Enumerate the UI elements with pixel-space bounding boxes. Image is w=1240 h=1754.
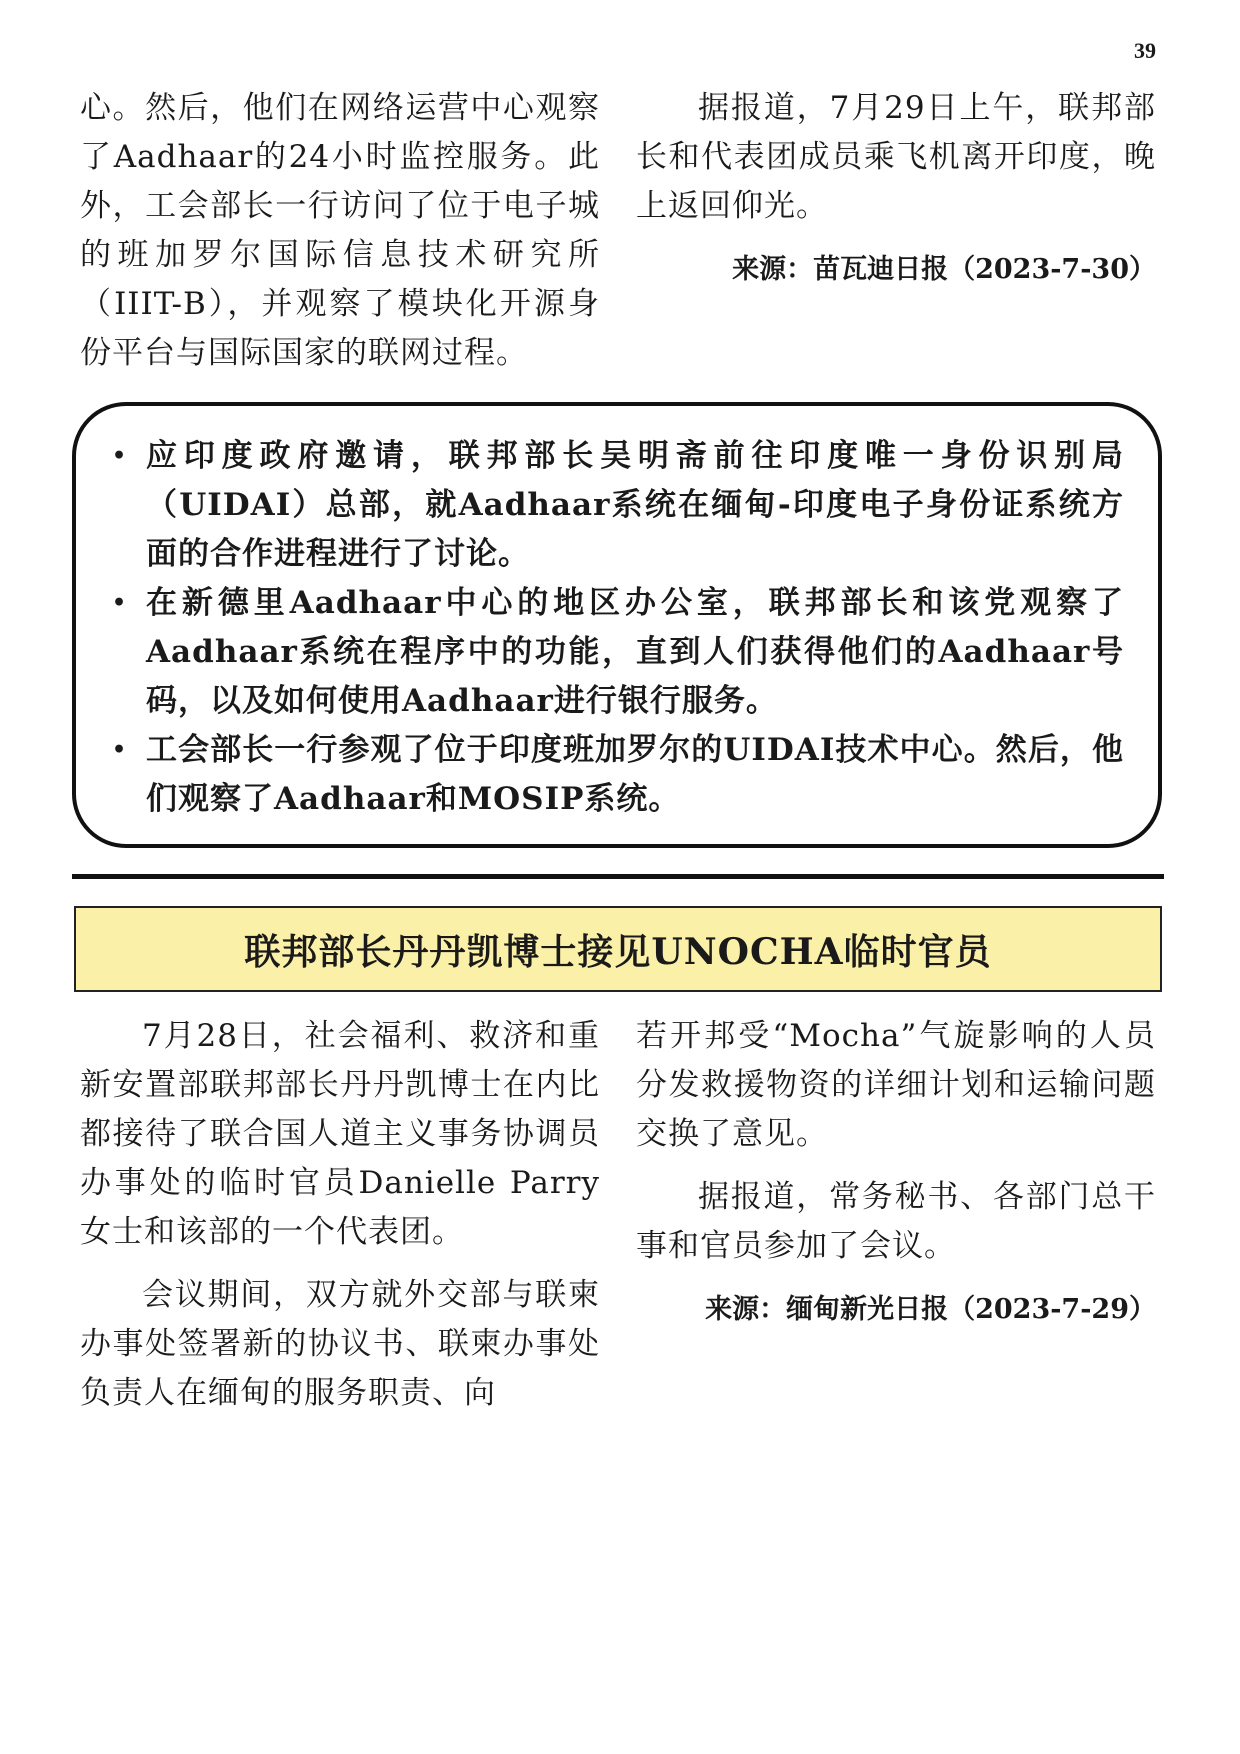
article1-right-paragraph: 据报道，7月29日上午，联邦部长和代表团成员乘飞机离开印度，晚上返回仰光。 <box>636 90 1156 224</box>
article2-paragraph: 若开邦受“Mocha”气旋影响的人员分发救援物资的详细计划和运输问题交换了意见。 <box>636 1018 1156 1152</box>
article1-left-column <box>80 84 600 392</box>
article1-left-paragraph: 心。然后，他们在网络运营中心观察了Aadhaar的24小时监控服务。此外，工会部长一行访问了位于电子城的班加罗尔国际信息技术研究所（IIIT-B），并观察了模块化开源身份平台与国际国家的联网过程。 <box>80 90 600 371</box>
highlights-box <box>72 402 1162 848</box>
bullet-icon: • <box>112 443 128 469</box>
bullet-icon: • <box>112 590 128 616</box>
highlight-text: 工会部长一行参观了位于印度班加罗尔的UIDAI技术中心。然后，他们观察了Aadhaar和MOSIP系统。 <box>146 732 1124 817</box>
highlights-list <box>104 432 1124 824</box>
article2-title-banner <box>74 906 1162 992</box>
article2-paragraph: 会议期间，双方就外交部与联柬办事处签署新的协议书、联柬办事处负责人在缅甸的服务职责、向 <box>80 1277 600 1411</box>
article2-title: 联邦部长丹丹凯博士接见UNOCHA临时官员 <box>244 930 992 973</box>
article1-source: 来源：苗瓦迪日报（2023-7-30） <box>732 254 1156 285</box>
section-divider <box>72 874 1164 879</box>
page-number: 39 <box>1134 38 1156 63</box>
bullet-icon: • <box>112 737 128 763</box>
article2-paragraph: 7月28日，社会福利、救济和重新安置部联邦部长丹丹凯博士在内比都接待了联合国人道主义事务协调员办事处的临时官员Danielle Parry女士和该部的一个代表团。 <box>80 1018 600 1250</box>
highlight-text: 在新德里Aadhaar中心的地区办公室，联邦部长和该党观察了Aadhaar系统在程序中的功能，直到人们获得他们的Aadhaar号码，以及如何使用Aadhaar进行银行服务。 <box>146 585 1124 719</box>
highlight-text: 应印度政府邀请，联邦部长吴明斋前往印度唯一身份识别局（UIDAI）总部，就Aadhaar系统在缅甸-印度电子身份证系统方面的合作进程进行了讨论。 <box>146 438 1124 572</box>
article1-right-column <box>636 84 1156 294</box>
article2-left-column <box>80 1012 600 1432</box>
highlight-item <box>104 432 1124 579</box>
highlight-item <box>104 726 1124 824</box>
article2-source: 来源：缅甸新光日报（2023-7-29） <box>705 1294 1156 1325</box>
article2-paragraph: 据报道，常务秘书、各部门总干事和官员参加了会议。 <box>636 1179 1156 1264</box>
article2-right-column <box>636 1012 1156 1334</box>
highlight-item <box>104 579 1124 726</box>
